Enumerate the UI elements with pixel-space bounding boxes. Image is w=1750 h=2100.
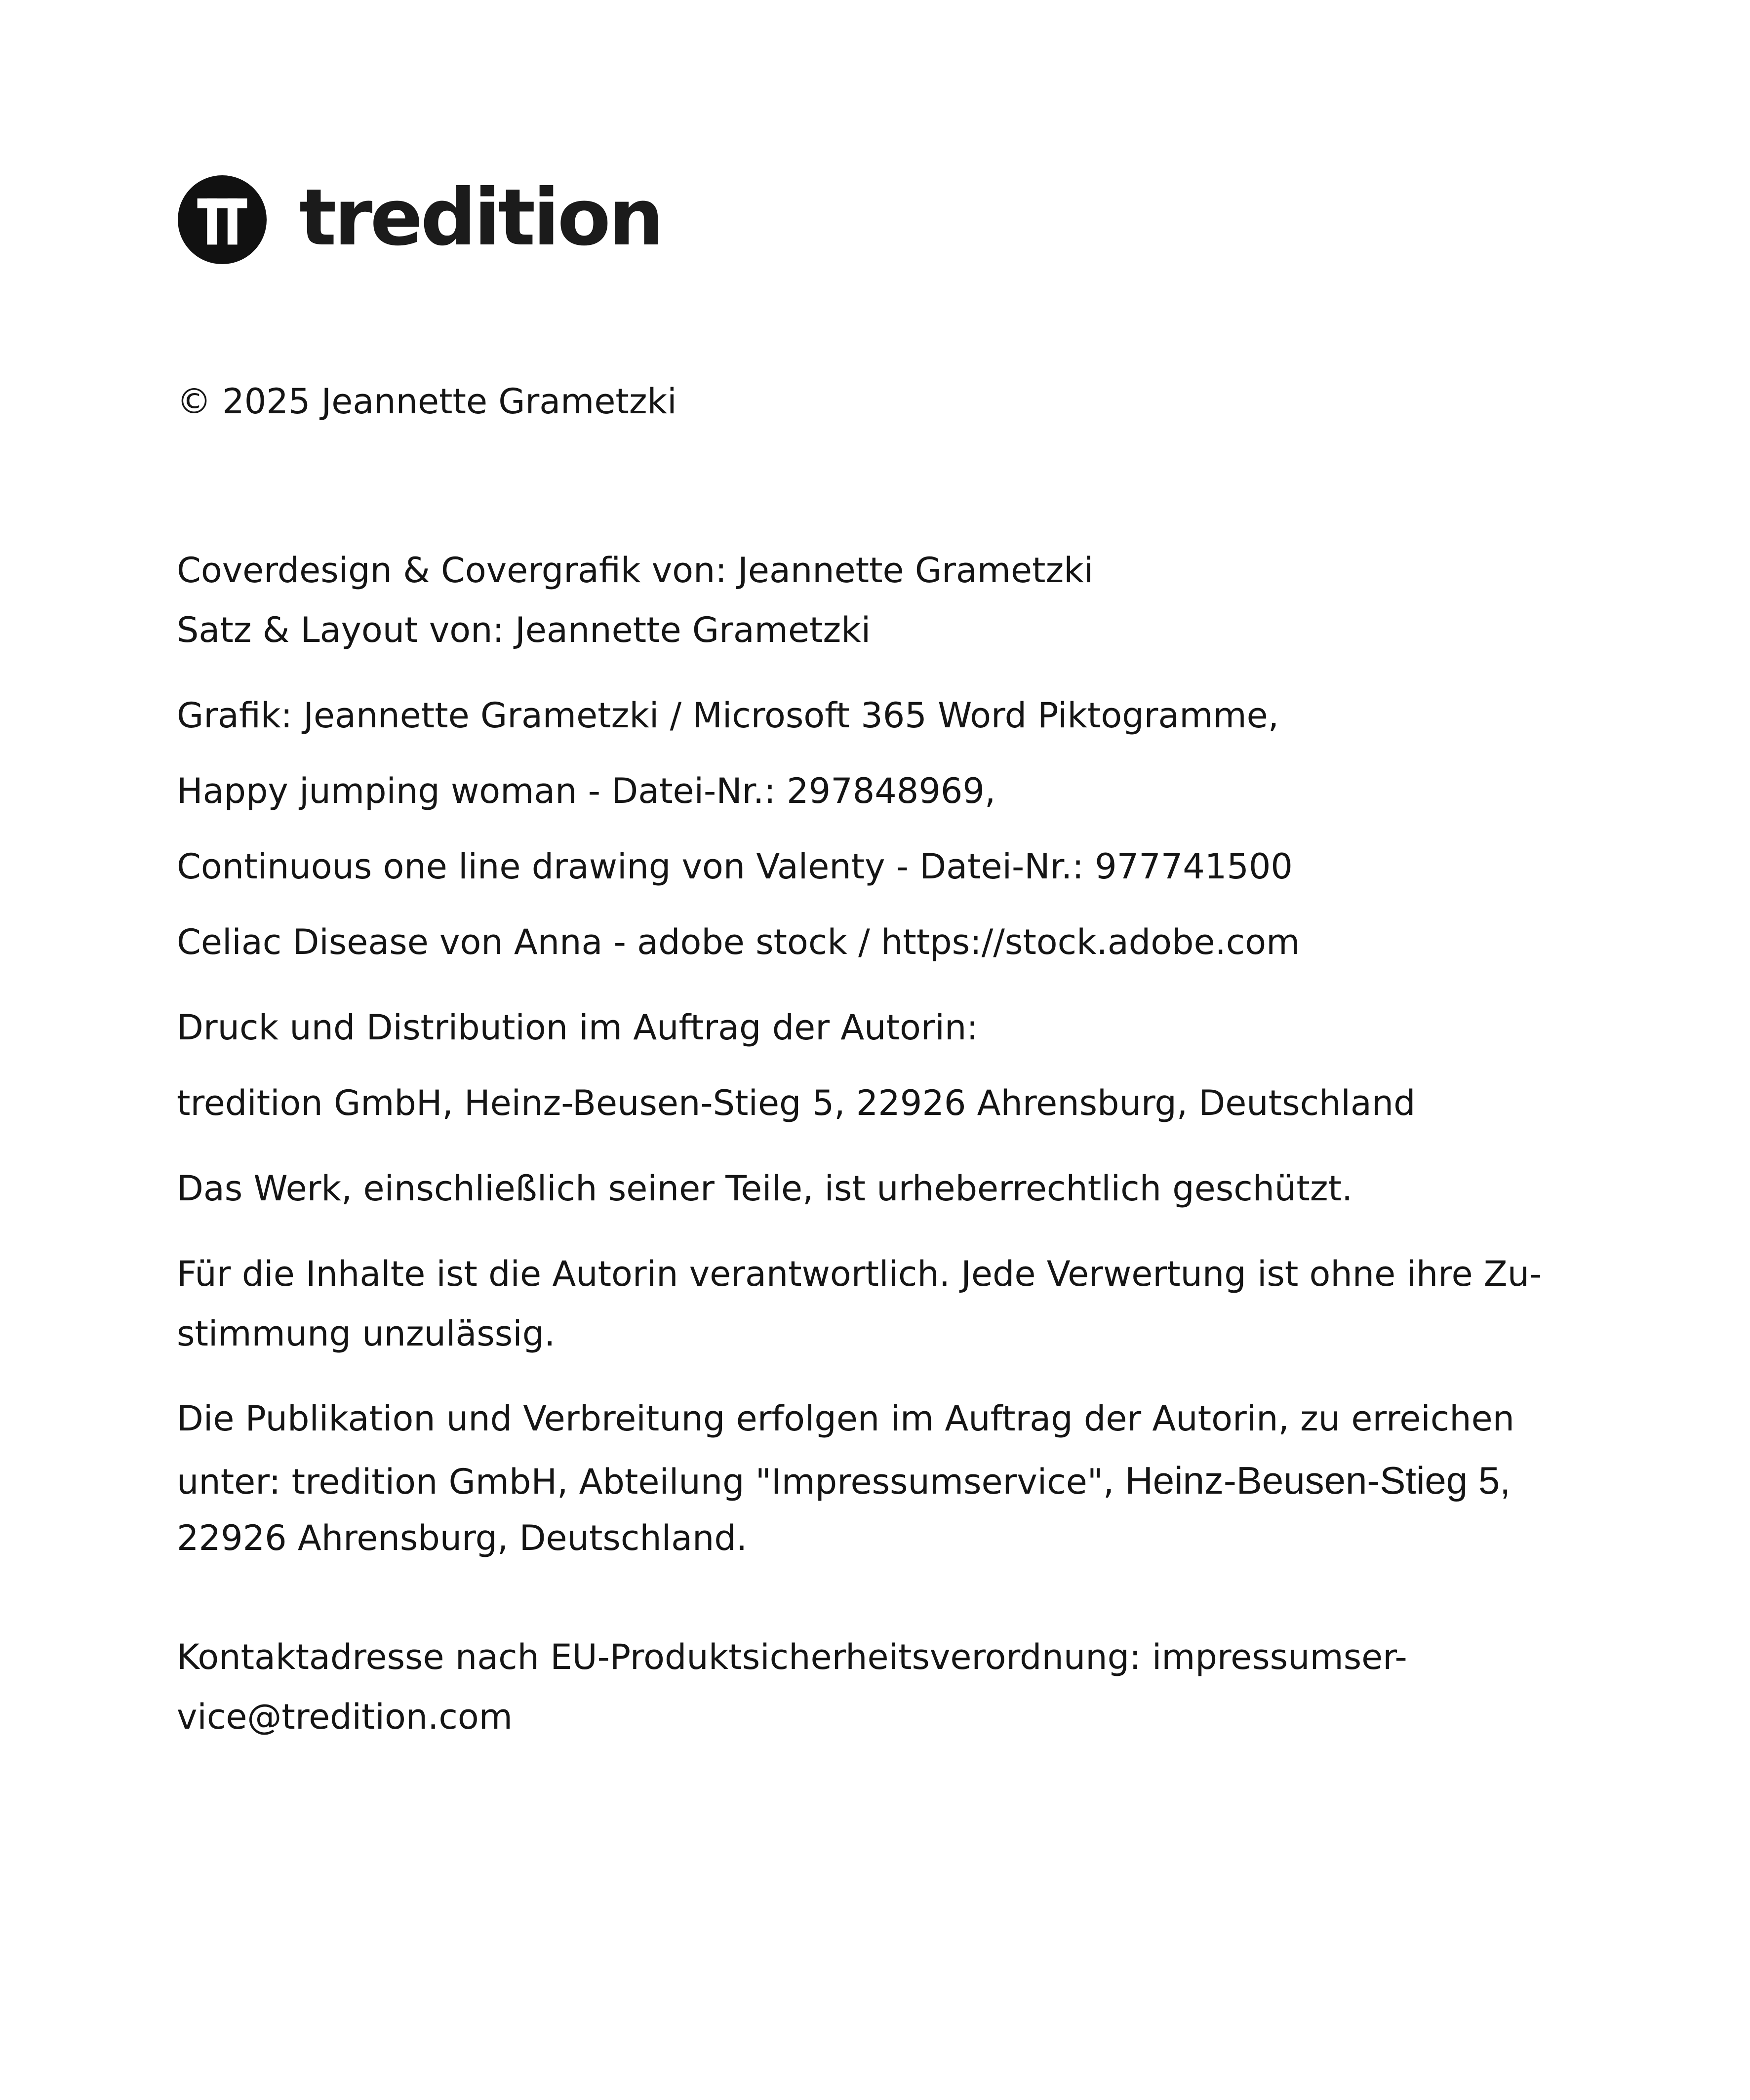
publication-address: Heinz-Beusen-Stieg 5, (1125, 1459, 1511, 1502)
copyright-notice: Das Werk, einschließlich seiner Teile, ist urheberrechtlich geschützt. (177, 1168, 1353, 1209)
publisher-name: tredition (299, 172, 662, 263)
contact-line: Kontaktadresse nach EU-Produktsicherheitsverordnung: impressumser- (177, 1637, 1407, 1677)
graphics-credit-line: Grafik: Jeannette Grametzki / Microsoft 365 Word Piktogramme, (177, 695, 1279, 736)
tredition-logo-icon (178, 175, 267, 264)
cover-credit: Coverdesign & Covergrafik von: Jeannette Grametzki (177, 550, 1094, 591)
responsibility-line: stimmung unzulässig. (177, 1313, 556, 1354)
publisher-logo (178, 172, 662, 264)
layout-credit: Satz & Layout von: Jeannette Grametzki (177, 610, 871, 650)
contact-line: vice@tredition.com (177, 1697, 513, 1737)
publication-text: unter: tredition GmbH, Abteilung "Impressumservice", (177, 1462, 1125, 1502)
distribution-address: tredition GmbH, Heinz-Beusen-Stieg 5, 22926 Ahrensburg, Deutschland (177, 1083, 1416, 1123)
graphics-credit-line: Continuous one line drawing von Valenty - Datei-Nr.: 977741500 (177, 846, 1293, 887)
responsibility-line: Für die Inhalte ist die Autorin verantwortlich. Jede Verwertung ist ohne ihre Zu- (177, 1254, 1542, 1294)
graphics-credit-line: Celiac Disease von Anna - adobe stock / https://stock.adobe.com (177, 922, 1300, 962)
publication-line (177, 1461, 1511, 1500)
graphics-credit-line: Happy jumping woman - Datei-Nr.: 297848969, (177, 771, 996, 811)
copyright-line: © 2025 Jeannette Grametzki (177, 381, 677, 422)
distribution-heading: Druck und Distribution im Auftrag der Autorin: (177, 1007, 978, 1048)
publication-line: 22926 Ahrensburg, Deutschland. (177, 1518, 748, 1558)
publication-line: Die Publikation und Verbreitung erfolgen im Auftrag der Autorin, zu erreichen (177, 1398, 1515, 1439)
